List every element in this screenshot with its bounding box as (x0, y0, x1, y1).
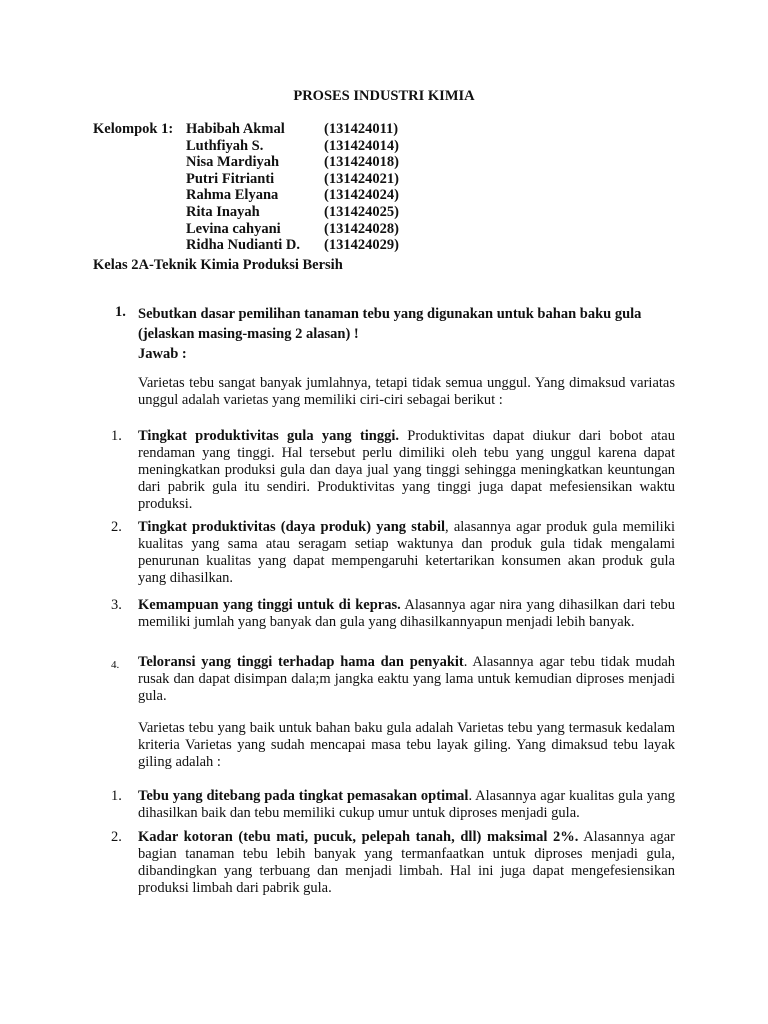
list2-item (138, 788, 675, 822)
list1-item (138, 519, 675, 587)
member-name: Nisa Mardiyah (186, 154, 280, 171)
list1-item (138, 654, 675, 705)
list1-item-text: . Alasannya agar tebu tidak mudah rusak dan dapat disimpan dala;m jangka eaktu yang lama untuk kemudian diproses menjadi gula. (138, 654, 676, 704)
question-number: 1. (115, 304, 126, 320)
list1-number: 4. (111, 659, 120, 671)
list2-item-bold: Tebu yang ditebang pada tingkat pemasakan optimal (138, 788, 469, 804)
document-title: PROSES INDUSTRI KIMIA (293, 88, 475, 104)
member-nim: (131424024) (324, 187, 399, 204)
list1-number: 2. (111, 519, 122, 535)
question-body: Sebutkan dasar pemilihan tanaman tebu yang digunakan untuk bahan baku gula (jelaskan masing-masing 2 alasan) ! (138, 306, 642, 342)
list1-item-text: Alasannya agar nira yang dihasilkan dari tebu memiliki jumlah yang banyak dan gula yang dihasilkannyapun menjadi lebih banyak. (138, 597, 676, 630)
member-name: Rita Inayah (186, 203, 260, 220)
member-nim: (131424021) (324, 170, 399, 187)
list1-number: 1. (111, 428, 122, 444)
member-name: Rahma Elyana (186, 187, 279, 204)
member-nim: (131424011) (324, 121, 399, 137)
member-name: Ridha Nudianti D. (186, 237, 301, 254)
list1-item-bold: Tingkat produktivitas gula yang tinggi. (138, 428, 400, 444)
list1-item-bold: Tingkat produktivitas (daya produk) yang stabil (138, 519, 446, 535)
member-nim: (131424014) (324, 137, 399, 154)
list2-item-text: Alasannya agar bagian tanaman tebu lebih banyak yang termanfaatkan untuk diproses menjadi gula, dibandingkan yang terbuang dan menjadi limbah. Hal ini juga dapat mengefesiensikan produksi limbah dari pabrik gula. (138, 829, 675, 896)
list1-item-bold: Kemampuan yang tinggi untuk di kepras. (138, 597, 401, 613)
member-name: Putri Fitrianti (186, 170, 275, 187)
group-label: Kelompok 1: (93, 121, 174, 137)
intro-paragraph-2: Varietas tebu yang baik untuk bahan baku gula adalah Varietas tebu yang termasuk kedalam kriteria Varietas yang sudah mencapai masa tebu layak giling. Yang dimaksud tebu layak giling adalah : (138, 720, 675, 770)
list1-item-bold: Teloransi yang tinggi terhadap hama dan penyakit (138, 654, 464, 670)
list1-item-text: Produktivitas dapat diukur dari bobot atau rendaman yang tinggi. Hal tersebut perlu dimiliki oleh tebu yang unggul karena dapat meningkatkan produksi gula dan daya jual yang tinggi sehingga meningkatkan keuntungan dari pabrik gula itu sendiri. Produktivitas yang tinggi juga dapat mefesiensikan waktu produksi. (138, 428, 675, 512)
intro-paragraph-1: Varietas tebu sangat banyak jumlahnya, tetapi tidak semua unggul. Yang dimaksud variatas unggul adalah varietas yang memiliki ciri-ciri sebagai berikut : (138, 375, 675, 408)
list2-item-text: . Alasannya agar kualitas gula yang dihasilkan baik dan tebu memiliki cukup umur untuk diproses menjadi gula. (138, 788, 675, 821)
member-nim: (131424028) (324, 220, 399, 237)
list2-number: 1. (111, 788, 122, 804)
member-nim: (131424025) (324, 203, 399, 220)
list2-item-bold: Kadar kotoran (tebu mati, pucuk, pelepah tanah, dll) maksimal 2%. (138, 829, 579, 845)
answer-label: Jawab : (138, 346, 187, 362)
list1-number: 3. (111, 597, 122, 613)
member-name: Habibah Akmal (186, 121, 285, 137)
member-nim: (131424018) (324, 154, 399, 171)
member-name: Levina cahyani (186, 220, 281, 237)
list1-item (138, 428, 675, 513)
list2-number: 2. (111, 829, 122, 845)
class-line: Kelas 2A-Teknik Kimia Produksi Bersih (93, 257, 343, 273)
question-text (138, 304, 675, 364)
list1-item-text: , alasannya agar produk gula memiliki kualitas yang sama atau seragam setiap waktunya dan produk gula tidak mengalami penurunan kualitas yang dapat mempengaruhi ketertarikan konsumen akan produk gula yang dihasilkan. (138, 519, 675, 586)
list1-item (138, 597, 675, 631)
member-nim: (131424029) (324, 237, 399, 254)
member-name: Luthfiyah S. (186, 137, 264, 154)
list2-item (138, 829, 675, 897)
